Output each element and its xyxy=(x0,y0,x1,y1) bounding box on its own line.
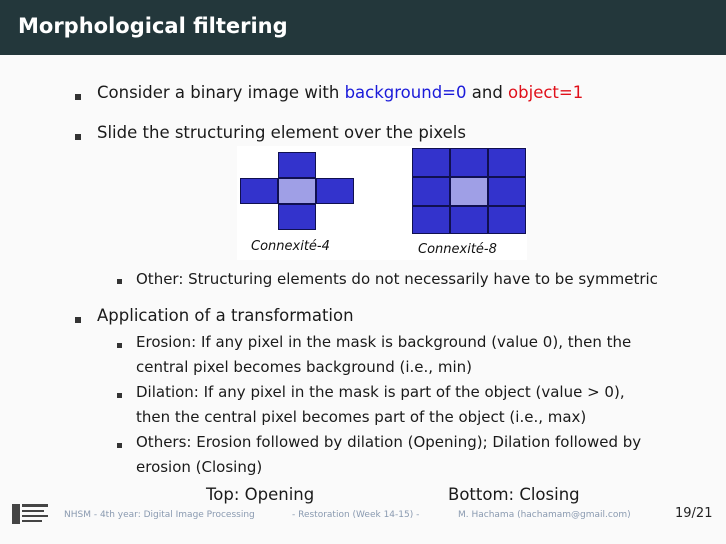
footer-author: M. Hachama (hachamam@gmail.com) xyxy=(458,510,631,520)
caption-connexite-4: Connexité-4 xyxy=(251,239,330,254)
others-line-2: erosion (Closing) xyxy=(136,458,263,476)
page-number: 19/21 xyxy=(675,506,713,521)
se4-cell-top xyxy=(278,152,316,178)
se8-cell xyxy=(450,148,488,177)
bullet-marker xyxy=(75,134,81,140)
bullet-marker xyxy=(75,94,81,100)
bullet-text: Consider a binary image with xyxy=(97,83,345,102)
dilation-line-1: Dilation: If any pixel in the mask is part of the object (value > 0), xyxy=(136,383,625,401)
se8-cell xyxy=(412,148,450,177)
footer-section: - Restoration (Week 14-15) - xyxy=(292,510,420,520)
caption-connexite-8: Connexité-8 xyxy=(418,242,497,257)
se8-cell xyxy=(488,177,526,206)
title-bar xyxy=(0,0,726,55)
se4-cell-left xyxy=(240,178,278,204)
se4-cell-right xyxy=(316,178,354,204)
se8-cell xyxy=(450,206,488,234)
se8-cell-center xyxy=(450,177,488,206)
others-line-1: Others: Erosion followed by dilation (Opening); Dilation followed by xyxy=(136,433,642,451)
erosion-line-1: Erosion: If any pixel in the mask is background (value 0), then the xyxy=(136,333,632,351)
institution-logo xyxy=(12,500,50,528)
se8-cell xyxy=(412,177,450,206)
erosion-line-2: central pixel becomes background (i.e., min) xyxy=(136,358,472,376)
slide-title: Morphological filtering xyxy=(18,14,288,38)
se8-cell xyxy=(488,148,526,177)
label-top-opening: Top: Opening xyxy=(206,485,315,504)
dilation-line-2: then the central pixel becomes part of the object (i.e., max) xyxy=(136,408,587,426)
bullet-slide-element: Slide the structuring element over the pixels xyxy=(97,123,466,142)
structuring-elements-figure xyxy=(237,146,527,260)
sub-bullet-symmetry: Other: Structuring elements do not necessarily have to be symmetric xyxy=(136,270,658,288)
label-bottom-closing: Bottom: Closing xyxy=(448,485,580,504)
se8-cell xyxy=(488,206,526,234)
se4-cell-center xyxy=(278,178,316,204)
background-term: background=0 xyxy=(344,83,467,102)
se4-cell-bottom xyxy=(278,204,316,230)
sub-bullet-marker xyxy=(117,343,122,348)
sub-bullet-marker xyxy=(117,443,122,448)
bullet-transformation: Application of a transformation xyxy=(97,306,354,325)
bullet-text-and: and xyxy=(466,83,509,102)
footer-course: NHSM - 4th year: Digital Image Processing xyxy=(64,510,255,520)
bullet-marker xyxy=(75,317,81,323)
se8-cell xyxy=(412,206,450,234)
sub-bullet-marker xyxy=(117,393,122,398)
sub-bullet-marker xyxy=(117,279,122,284)
bullet-binary-image xyxy=(97,83,583,102)
object-term: object=1 xyxy=(508,83,584,102)
